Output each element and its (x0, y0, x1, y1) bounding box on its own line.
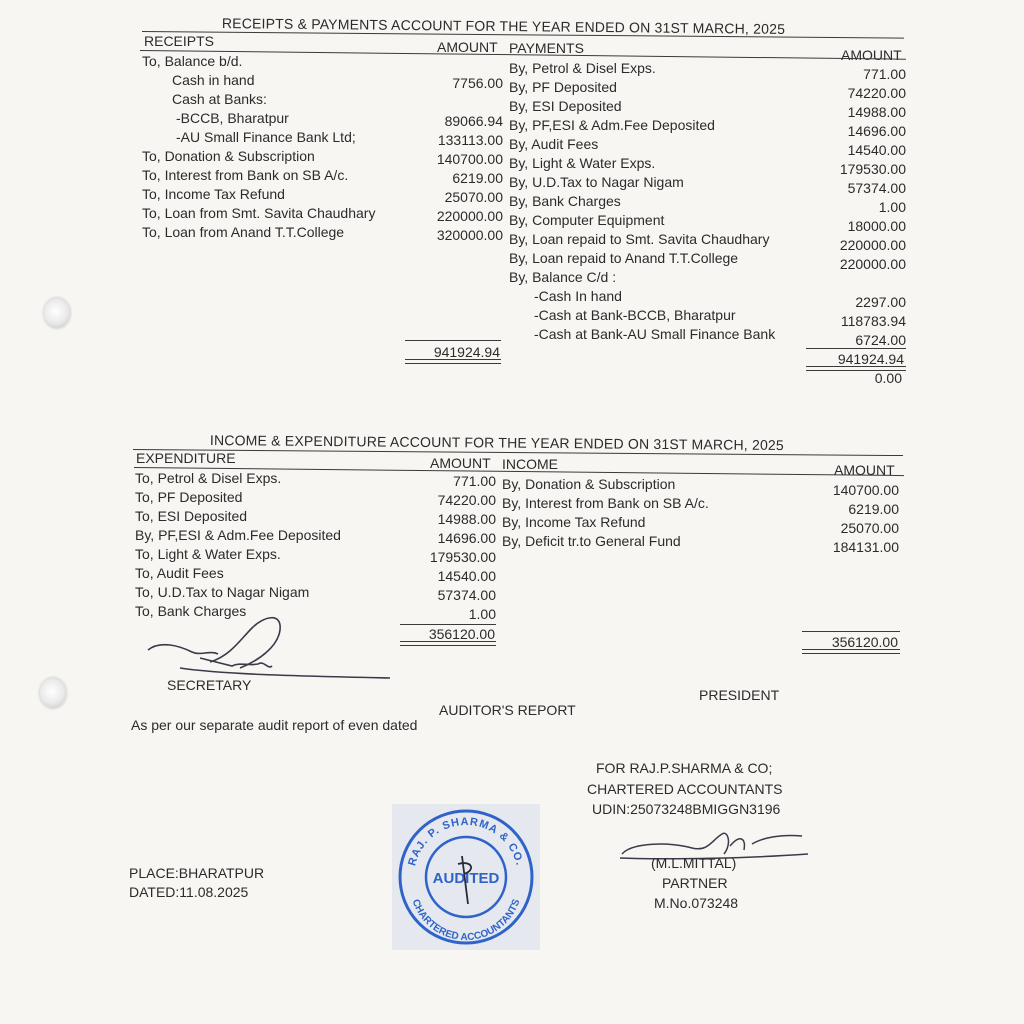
list-item: To, Income Tax Refund (142, 186, 285, 202)
list-item: By, U.D.Tax to Nagar Nigam (509, 174, 684, 190)
amount-cell: 179530.00 (839, 161, 906, 177)
list-item: By, Loan repaid to Smt. Savita Chaudhary (509, 231, 770, 247)
stamp-bottom-text: CHARTERED ACCOUNTANTS (409, 897, 523, 944)
place: PLACE:BHARATPUR (129, 865, 265, 881)
ie-total-rule-left (400, 624, 496, 625)
list-item: To, Balance b/d. (142, 53, 243, 69)
list-item: By, Light & Water Exps. (509, 155, 656, 171)
list-item: Cash in hand (172, 72, 255, 88)
list-item: By, Computer Equipment (509, 212, 665, 228)
payments-header: PAYMENTS (509, 40, 584, 56)
list-item: To, ESI Deposited (135, 508, 248, 524)
ie-title: INCOME & EXPENDITURE ACCOUNT FOR THE YEAR ENDED ON 31ST MARCH, 2025 (209, 432, 785, 454)
amount-cell: 14988.00 (847, 104, 906, 120)
firm-line-2: CHARTERED ACCOUNTANTS (587, 781, 783, 797)
amount-cell: 1.00 (468, 606, 496, 622)
receipts-labels (142, 52, 375, 242)
amount-cell (402, 55, 503, 74)
ie-total-double-rule-right (802, 649, 900, 654)
list-item: To, PF Deposited (135, 489, 243, 505)
list-item: -Cash In hand (534, 288, 622, 304)
amount-cell: 89066.94 (444, 113, 503, 129)
amount-cell: 2297.00 (855, 294, 906, 310)
stamp-center-text: AUDITED (432, 870, 500, 887)
amount-cell: 133113.00 (437, 132, 503, 148)
list-item: By, Income Tax Refund (502, 514, 646, 530)
amount-cell: 14540.00 (437, 568, 496, 584)
ie-total-right: 356120.00 (831, 634, 898, 650)
list-item: To, U.D.Tax to Nagar Nigam (135, 584, 310, 600)
list-item: By, PF Deposited (509, 79, 617, 95)
list-item: To, Loan from Anand T.T.College (142, 224, 345, 240)
list-item: By, PF,ESI & Adm.Fee Deposited (509, 117, 715, 133)
list-item: By, Balance C/d : (509, 269, 617, 285)
auditor-report-heading: AUDITOR'S REPORT (439, 702, 576, 718)
rp-amount-header-left: AMOUNT (437, 39, 498, 55)
income-header: INCOME (502, 456, 558, 472)
amount-cell: 220000.00 (839, 256, 906, 272)
stamp-top-text: RAJ. P. SHARMA & CO. (406, 815, 526, 868)
auditor-statement: As per our separate audit report of even dated (131, 717, 418, 733)
amount-cell: 6219.00 (452, 170, 503, 186)
rp-total-rule-right (806, 348, 906, 349)
rp-amount-header-right: AMOUNT (841, 47, 902, 63)
list-item: Cash at Banks: (172, 91, 267, 107)
rp-total-left: 941924.94 (433, 344, 500, 360)
rp-total-right: 941924.94 (837, 351, 904, 367)
amount-cell: 25070.00 (444, 189, 503, 205)
list-item: To, Petrol & Disel Exps. (135, 470, 282, 486)
rp-total-rule-left (405, 340, 501, 341)
list-item: By, Interest from Bank on SB A/c. (502, 495, 709, 511)
ie-total-rule-right (802, 631, 900, 632)
income-labels (502, 475, 709, 551)
amount-cell: 6219.00 (848, 501, 899, 517)
list-item: By, ESI Deposited (509, 98, 622, 114)
amount-cell (402, 93, 503, 112)
income-amounts (796, 481, 899, 557)
audited-stamp (392, 804, 540, 950)
list-item: To, Audit Fees (135, 565, 224, 581)
rp-total-double-rule-left (405, 359, 501, 364)
list-item: By, Petrol & Disel Exps. (509, 60, 656, 76)
expenditure-labels (135, 469, 341, 621)
payments-labels (509, 59, 775, 344)
list-item: To, Loan from Smt. Savita Chaudhary (142, 205, 376, 221)
payments-amounts (800, 65, 906, 350)
amount-cell: 771.00 (453, 473, 496, 489)
amount-cell: 14696.00 (847, 123, 906, 139)
dated: DATED:11.08.2025 (129, 884, 249, 900)
list-item: To, Light & Water Exps. (135, 546, 281, 562)
amount-cell: 18000.00 (847, 218, 906, 234)
amount-cell: 220000.00 (436, 208, 503, 224)
amount-cell: 6724.00 (855, 332, 906, 348)
amount-cell: 220000.00 (839, 237, 906, 253)
ie-total-left: 356120.00 (428, 626, 495, 642)
svg-text:CHARTERED ACCOUNTANTS (410, 898, 523, 944)
list-item: By, Bank Charges (509, 193, 621, 209)
amount-cell: 74220.00 (437, 492, 496, 508)
amount-cell: 57374.00 (437, 587, 496, 603)
amount-cell: 1.00 (878, 199, 906, 215)
amount-cell: 118783.94 (840, 313, 906, 329)
rp-title: RECEIPTS & PAYMENTS ACCOUNT FOR THE YEAR ENDED ON 31ST MARCH, 2025 (221, 15, 786, 37)
receipts-header: RECEIPTS (144, 33, 215, 49)
president-label: PRESIDENT (699, 687, 780, 703)
firm-udin: UDIN:25073248BMIGGN3196 (592, 801, 781, 817)
amount-cell: 771.00 (863, 66, 906, 82)
ie-amount-header-right: AMOUNT (834, 462, 895, 478)
list-item: By, Deficit tr.to General Fund (502, 533, 681, 549)
amount-cell: 7756.00 (452, 75, 503, 91)
secretary-label: SECRETARY (167, 677, 252, 693)
amount-cell: 25070.00 (840, 520, 899, 536)
ie-amount-header-left: AMOUNT (430, 455, 491, 471)
amount-cell: 14988.00 (437, 511, 496, 527)
list-item: To, Donation & Subscription (142, 148, 315, 164)
list-item: By, Loan repaid to Anand T.T.College (509, 250, 739, 266)
firm-line-1: FOR RAJ.P.SHARMA & CO; (596, 760, 773, 776)
punch-hole (44, 298, 70, 328)
amount-cell: 74220.00 (847, 85, 906, 101)
punch-hole (40, 678, 66, 708)
rp-difference: 0.00 (874, 370, 902, 386)
list-item: -Cash at Bank-AU Small Finance Bank (534, 326, 776, 342)
amount-cell: 179530.00 (429, 549, 496, 565)
amount-cell (800, 274, 906, 293)
partner-name: (M.L.MITTAL) (651, 855, 737, 871)
list-item: By, Donation & Subscription (502, 476, 676, 492)
svg-text:RAJ. P. SHARMA & CO. (406, 816, 525, 867)
ie-total-double-rule-left (400, 641, 496, 646)
list-item: -AU Small Finance Bank Ltd; (176, 129, 356, 145)
amount-cell: 184131.00 (832, 539, 899, 555)
amount-cell: 14540.00 (847, 142, 906, 158)
list-item: -BCCB, Bharatpur (176, 110, 289, 126)
amount-cell: 140700.00 (436, 151, 503, 167)
expenditure-amounts (395, 472, 496, 624)
amount-cell: 57374.00 (847, 180, 906, 196)
list-item: By, PF,ESI & Adm.Fee Deposited (135, 527, 341, 543)
expenditure-header: EXPENDITURE (136, 450, 236, 466)
partner-membership: M.No.073248 (654, 895, 739, 911)
partner-role: PARTNER (662, 875, 728, 891)
amount-cell: 320000.00 (436, 227, 503, 243)
list-item: -Cash at Bank-BCCB, Bharatpur (534, 307, 736, 323)
list-item: To, Interest from Bank on SB A/c. (142, 167, 349, 183)
receipts-amounts (402, 55, 503, 245)
list-item: By, Audit Fees (509, 136, 599, 152)
stamp-seal-icon (392, 804, 540, 950)
amount-cell: 14696.00 (437, 530, 496, 546)
list-item: To, Bank Charges (135, 603, 247, 619)
amount-cell: 140700.00 (832, 482, 899, 498)
